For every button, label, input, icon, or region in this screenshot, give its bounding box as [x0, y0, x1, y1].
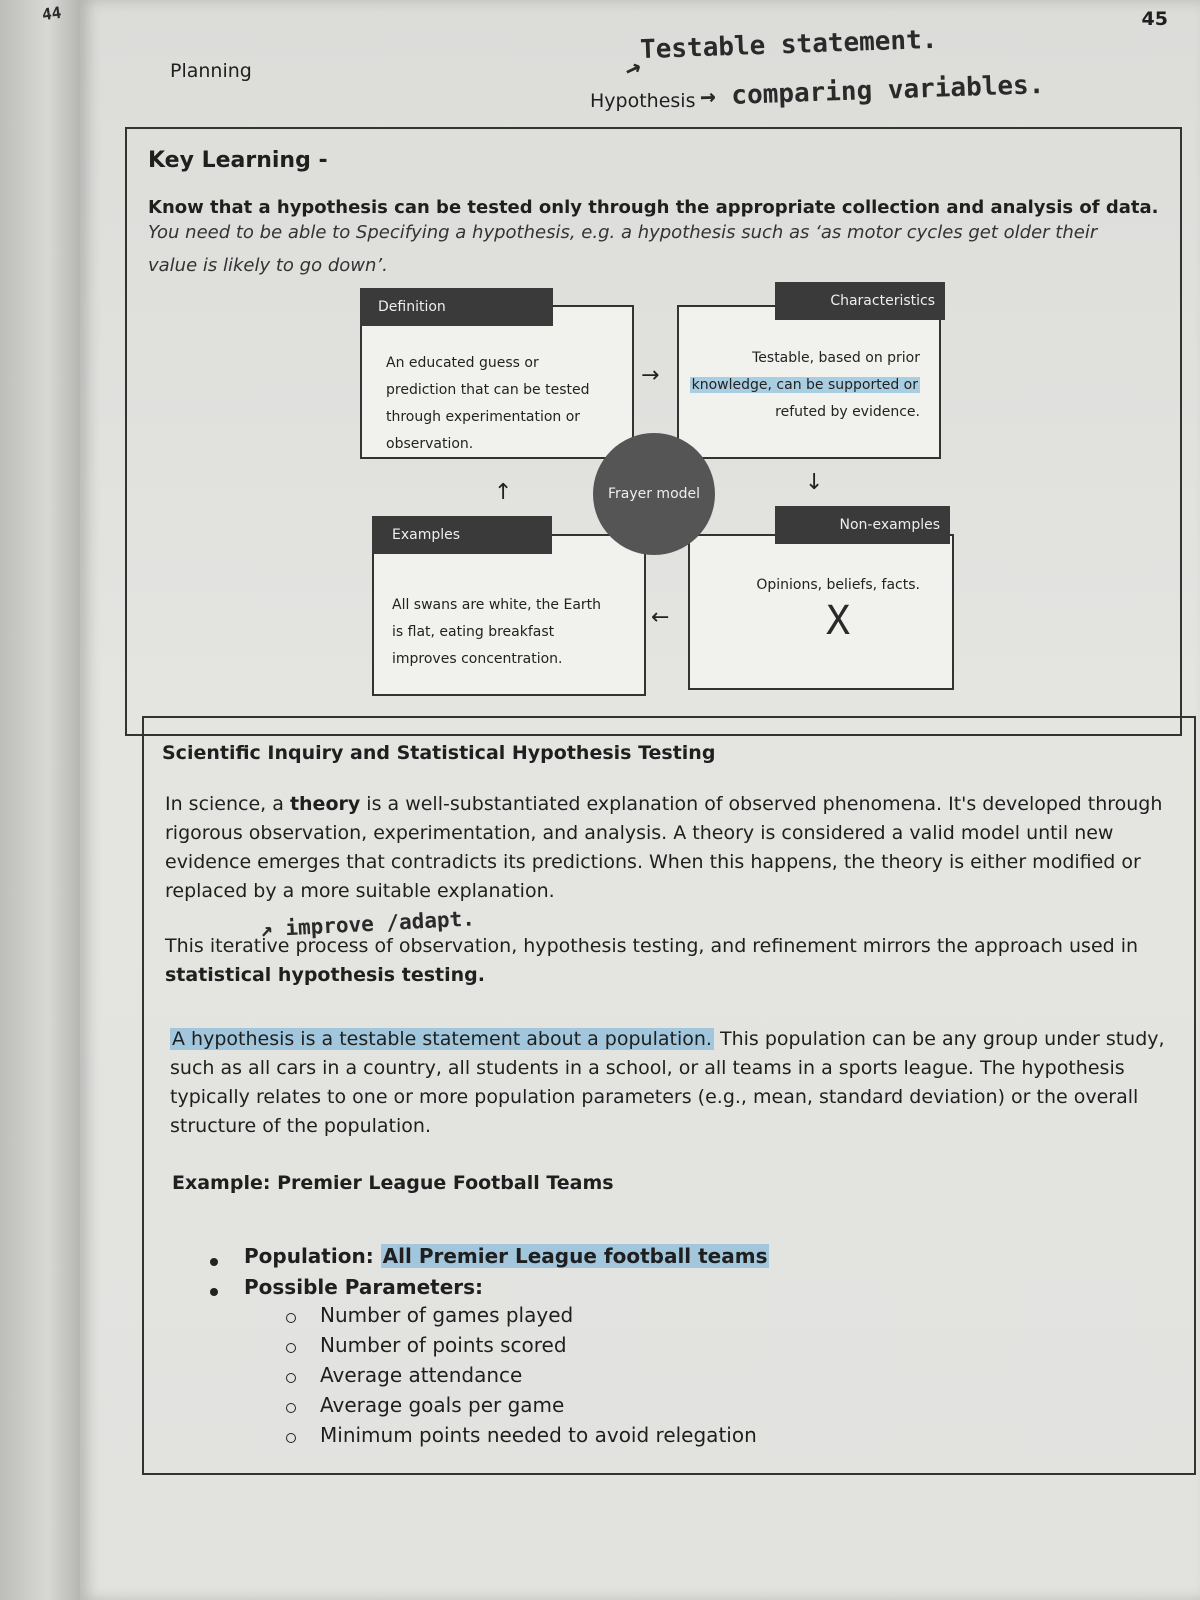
- frayer-non-examples-tab: Non-examples: [775, 506, 950, 544]
- definition-line-1: An educated guess or: [386, 355, 539, 371]
- definition-line-2: prediction that can be tested: [386, 382, 590, 398]
- examples-line-3: improves concentration.: [392, 651, 563, 667]
- characteristics-line-3: refuted by evidence.: [775, 404, 920, 420]
- frayer-non-examples-text: [700, 572, 920, 599]
- characteristics-line-1: Testable, based on prior: [752, 350, 920, 366]
- arrow-up-icon: ↑: [494, 480, 513, 505]
- key-learning-example: You need to be able to Specifying a hypothesis, e.g. a hypothesis such as ‘as motor cycles get older their value is likely to go down’.: [148, 222, 1098, 276]
- sub-bullet-icon: [286, 1403, 296, 1413]
- parameter-item: Average attendance: [320, 1363, 523, 1387]
- key-learning-statement: Know that a hypothesis can be tested only through the appropriate collection and analysis of data.: [148, 197, 1159, 218]
- paragraph-hypothesis: A hypothesis is a testable statement about a population. This population can be any group under study, such as all cars in a country, all students in a school, or all teams in a sports league. The hypothesis typically relates to one or more population parameters (e.g., mean, standard deviation) or the overall structure of the population.: [170, 1028, 1165, 1137]
- frayer-definition-tab: Definition: [360, 288, 553, 326]
- header-planning: Planning: [170, 60, 252, 82]
- definition-line-3: through experimentation or: [386, 409, 581, 425]
- paragraph-iterative: This iterative process of observation, hypothesis testing, and refinement mirrors the approach used in statistical hypothesis testing.: [165, 935, 1139, 986]
- examples-line-1: All swans are white, the Earth: [392, 597, 602, 613]
- sub-bullet-icon: [286, 1433, 296, 1443]
- handwritten-arrow-icon: ↗: [621, 50, 647, 84]
- frayer-characteristics-text: [685, 345, 920, 426]
- arrow-down-icon: ↓: [805, 470, 824, 495]
- parameter-item: Number of games played: [320, 1303, 574, 1327]
- characteristics-line-2: knowledge, can be supported or: [691, 377, 918, 393]
- sub-bullet-icon: [286, 1313, 296, 1323]
- key-learning-title: Key Learning -: [148, 148, 328, 173]
- header-hypothesis: Hypothesis: [590, 90, 696, 112]
- frayer-definition-text: [386, 350, 626, 458]
- examples-line-2: is flat, eating breakfast: [392, 624, 555, 640]
- handwritten-note-improve: ↗ improve /adapt.: [259, 906, 476, 942]
- left-page-edge: [0, 0, 80, 1600]
- population-item: Population: All Premier League football teams: [244, 1244, 768, 1268]
- scientific-inquiry-title: Scientific Inquiry and Statistical Hypothesis Testing: [162, 742, 716, 764]
- bullet-icon: [210, 1288, 218, 1296]
- arrow-right-icon: →: [641, 363, 660, 388]
- sub-bullet-icon: [286, 1343, 296, 1353]
- non-examples-cross-mark: X: [826, 598, 851, 644]
- frayer-characteristics-tab: Characteristics: [775, 282, 945, 320]
- frayer-examples-text: [392, 592, 632, 673]
- parameters-label: Possible Parameters:: [244, 1275, 484, 1299]
- paragraph-theory: In science, a theory is a well-substantiated explanation of observed phenomena. It's developed through rigorous observation, experimentation, and analysis. A theory is considered a valid model until new evidence emerges that contradicts its predictions. When this happens, the theory is either modified or replaced by a more suitable explanation.: [165, 793, 1163, 902]
- page-number: 45: [1141, 8, 1168, 30]
- frayer-model-center: Frayer model: [593, 433, 715, 555]
- non-examples-line-1: Opinions, beliefs, facts.: [756, 577, 920, 593]
- bullet-icon: [210, 1258, 218, 1266]
- frayer-non-examples-box: [688, 534, 954, 690]
- sub-bullet-icon: [286, 1373, 296, 1383]
- parameter-item: Average goals per game: [320, 1393, 565, 1417]
- frayer-examples-tab: Examples: [372, 516, 552, 554]
- corner-scribble: 44: [40, 2, 63, 25]
- handwritten-note-testable: Testable statement.: [639, 24, 938, 66]
- example-title: Example: Premier League Football Teams: [172, 1172, 614, 1194]
- parameter-item: Number of points scored: [320, 1333, 567, 1357]
- definition-line-4: observation.: [386, 436, 474, 452]
- arrow-left-icon: ←: [651, 605, 670, 630]
- handwritten-note-comparing: → comparing variables.: [699, 69, 1045, 113]
- parameter-item: Minimum points needed to avoid relegation: [320, 1423, 757, 1447]
